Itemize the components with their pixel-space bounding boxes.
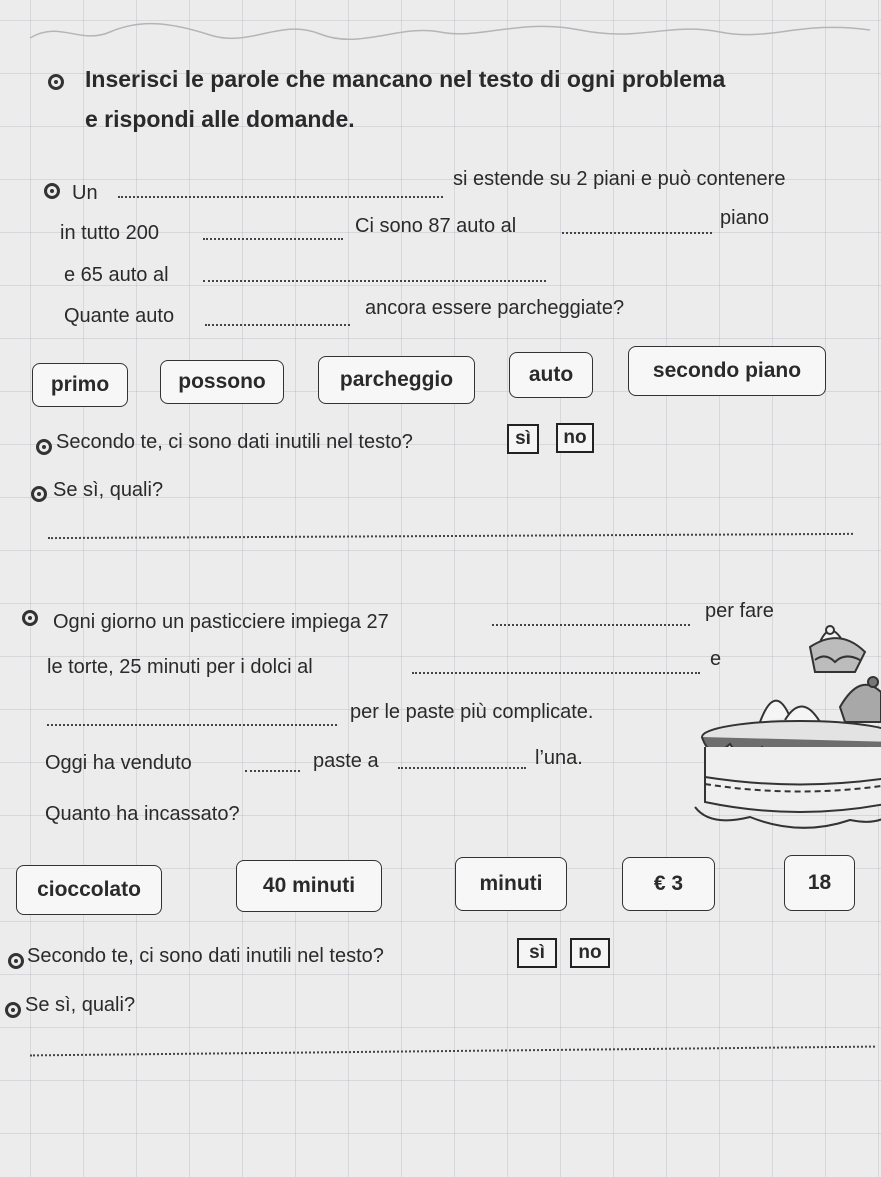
- problem1-blank-3[interactable]: [562, 232, 712, 234]
- problem1-text-6: Quante auto: [64, 305, 175, 327]
- word-card-40-minuti[interactable]: 40 minuti: [236, 860, 382, 912]
- followup2-bullet-icon: [5, 1002, 21, 1018]
- word-card-primo[interactable]: primo: [32, 363, 128, 407]
- problem1-blank-1[interactable]: [118, 196, 443, 198]
- problem1-text-2: in tutto 200: [60, 222, 159, 244]
- problem2-text-2: per fare: [705, 600, 774, 622]
- word-card-possono[interactable]: possono: [160, 360, 284, 404]
- problem2-text-7: paste a: [313, 750, 379, 772]
- problem2-blank-5[interactable]: [398, 767, 526, 769]
- followup1-answer-line[interactable]: [48, 533, 853, 539]
- problem2-blank-1[interactable]: [492, 624, 690, 626]
- problem2-question: Quanto ha incassato?: [45, 803, 240, 825]
- question1-no-box[interactable]: no: [556, 423, 594, 453]
- question1-bullet-icon: [36, 439, 52, 455]
- instruction-line-2: e rispondi alle domande.: [85, 106, 355, 132]
- word-card-18[interactable]: 18: [784, 855, 855, 911]
- faint-handwriting: [20, 10, 880, 50]
- question1-text: Secondo te, ci sono dati inutili nel testo?: [56, 431, 413, 453]
- instruction-bullet-icon: [48, 74, 64, 90]
- cake-illustration-icon: [690, 612, 881, 837]
- word-card-euro-3[interactable]: € 3: [622, 857, 715, 911]
- problem1-text-3: Ci sono 87 auto al: [355, 215, 517, 237]
- word-card-cioccolato[interactable]: cioccolato: [16, 865, 162, 915]
- problem1-text-1: si estende su 2 piani e può contenere: [453, 168, 786, 190]
- word-card-auto[interactable]: auto: [509, 352, 593, 398]
- problem1-text-5: e 65 auto al: [64, 264, 169, 286]
- problem1-text-7: ancora essere parcheggiate?: [365, 297, 625, 319]
- instruction-line-1: Inserisci le parole che mancano nel testo di ogni problema: [85, 66, 726, 92]
- problem2-text-5: per le paste più complicate.: [350, 701, 594, 723]
- word-card-parcheggio[interactable]: parcheggio: [318, 356, 475, 404]
- question1-yes-box[interactable]: sì: [507, 424, 539, 454]
- word-card-secondo-piano[interactable]: secondo piano: [628, 346, 826, 396]
- followup1-bullet-icon: [31, 486, 47, 502]
- word-card-minuti[interactable]: minuti: [455, 857, 567, 911]
- problem1-blank-4[interactable]: [203, 280, 546, 282]
- problem2-blank-2[interactable]: [412, 672, 700, 674]
- problem1-text-un: Un: [72, 182, 98, 204]
- question2-yes-box[interactable]: sì: [517, 938, 557, 968]
- problem1-text-4: piano: [720, 207, 769, 229]
- problem2-text-8: l’una.: [535, 747, 583, 769]
- problem2-text-6: Oggi ha venduto: [45, 752, 192, 774]
- question2-text: Secondo te, ci sono dati inutili nel testo?: [27, 945, 384, 967]
- problem2-blank-3[interactable]: [47, 724, 337, 726]
- problem1-bullet-icon: [44, 183, 60, 199]
- problem2-text-1: Ogni giorno un pasticciere impiega 27: [53, 611, 389, 633]
- followup2-answer-line[interactable]: [30, 1046, 875, 1057]
- problem1-blank-2[interactable]: [203, 238, 343, 240]
- problem2-text-4: e: [710, 648, 722, 670]
- problem2-bullet-icon: [22, 610, 38, 626]
- question2-bullet-icon: [8, 953, 24, 969]
- problem2-blank-4[interactable]: [245, 770, 300, 772]
- question2-no-box[interactable]: no: [570, 938, 610, 968]
- followup2-text: Se sì, quali?: [25, 994, 136, 1016]
- problem2-text-3: le torte, 25 minuti per i dolci al: [47, 656, 313, 678]
- problem1-blank-5[interactable]: [205, 324, 350, 326]
- followup1-text: Se sì, quali?: [53, 479, 164, 501]
